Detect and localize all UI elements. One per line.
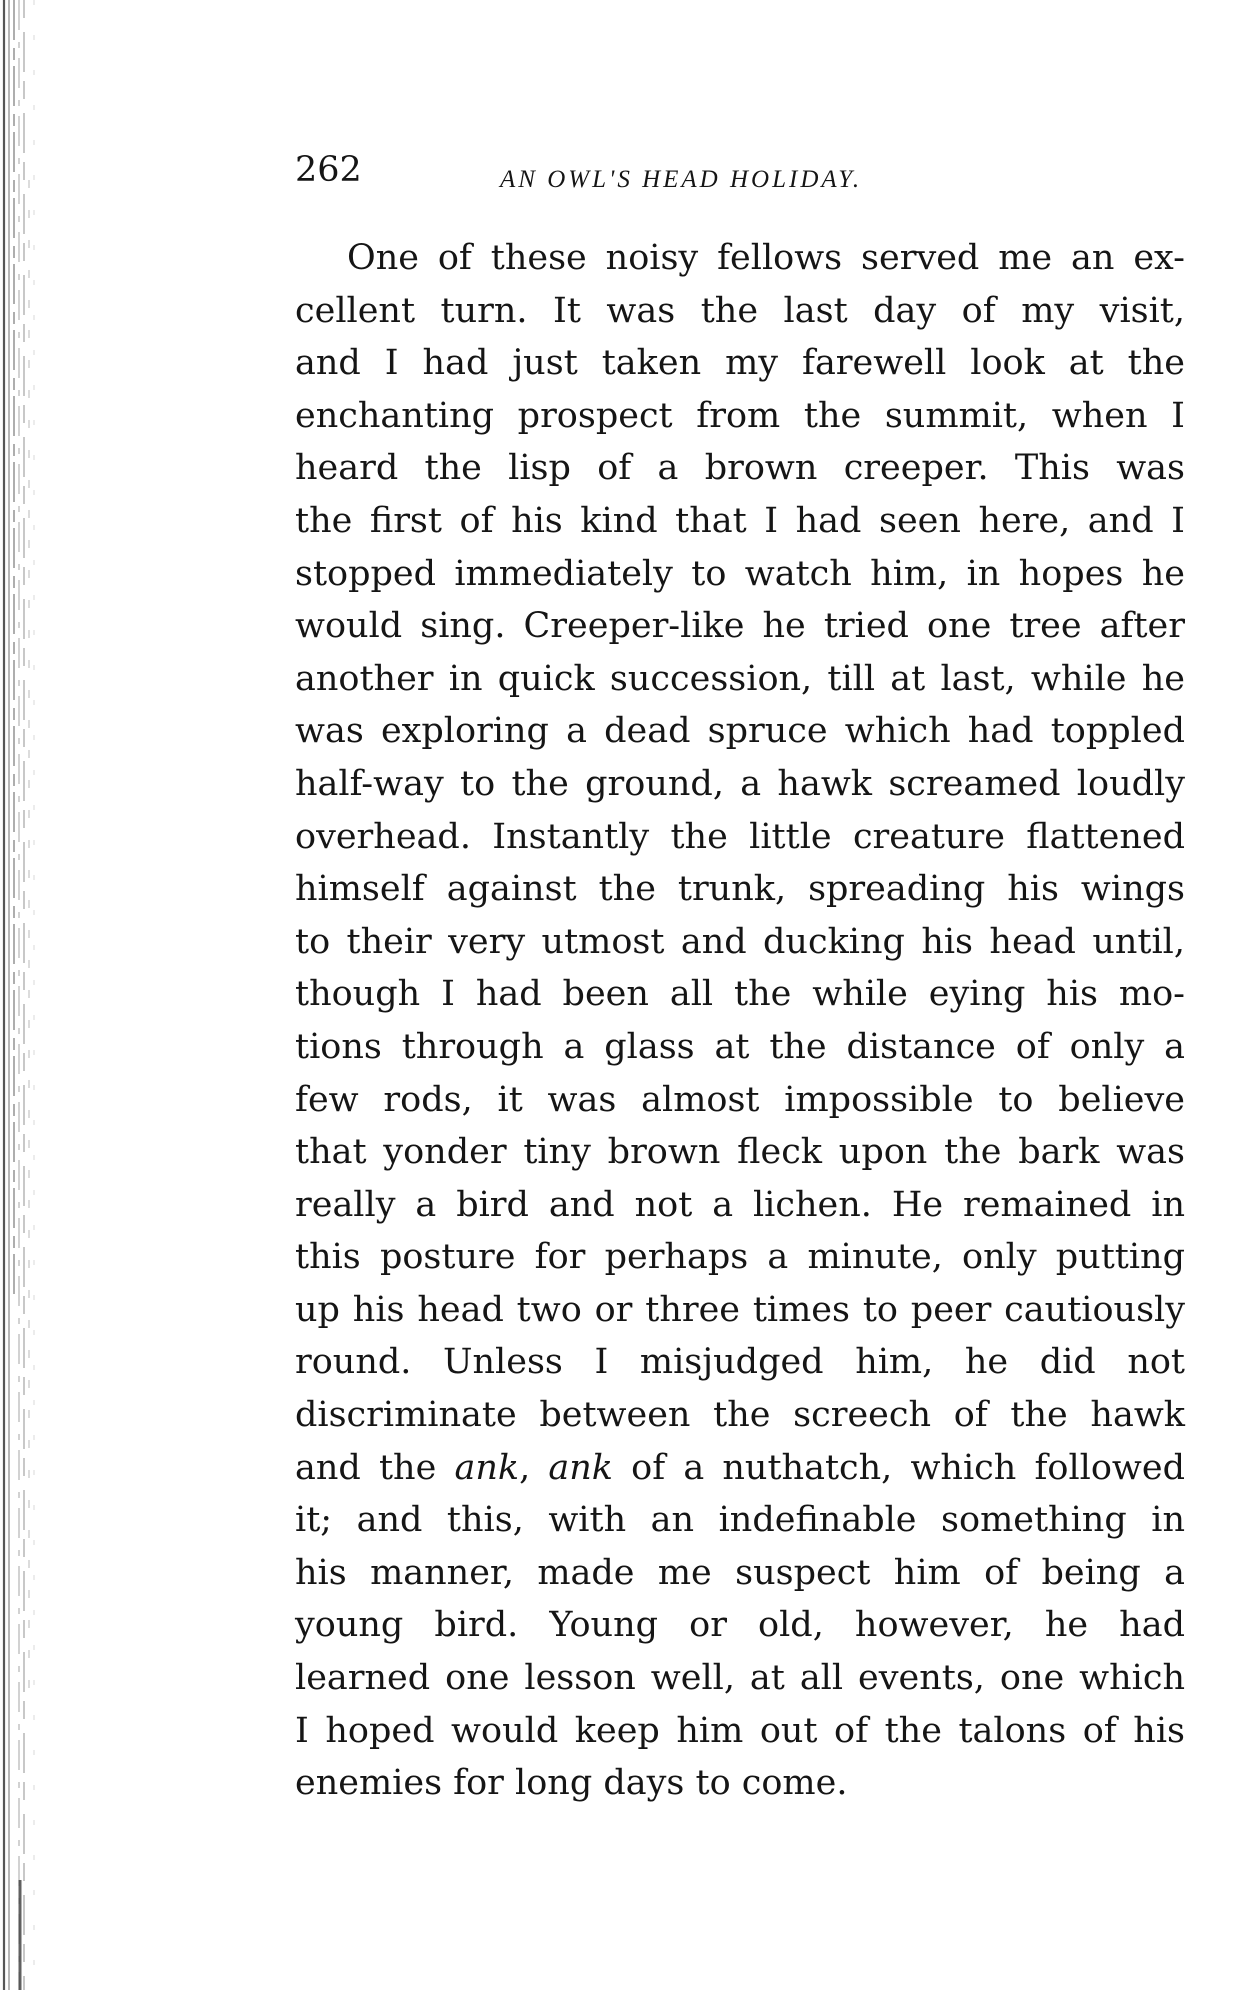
text-line: though I had been all the while eying his mo-: [295, 974, 1185, 1015]
text-line: learned one lesson well, at all events, one which: [295, 1658, 1185, 1699]
text-line: enchanting prospect from the summit, when I: [295, 395, 1185, 436]
text-line: that yonder tiny brown fleck upon the bark was: [295, 1132, 1185, 1173]
text-line-with-italics: [295, 1442, 1185, 1495]
text-line: few rods, it was almost impossible to believe: [295, 1079, 1185, 1120]
text-line: to their very utmost and ducking his head until,: [295, 921, 1185, 962]
text-line: round. Unless I misjudged him, he did not: [295, 1342, 1185, 1383]
body-paragraph: [295, 232, 1185, 1810]
text-line: half-way to the ground, a hawk screamed loudly: [295, 763, 1185, 804]
text-line: tions through a glass at the distance of only a: [295, 1026, 1185, 1067]
page-gutter-shadow: [0, 0, 48, 1990]
text-line: enemies for long days to come.: [295, 1763, 848, 1804]
text-line: and I had just taken my farewell look at the: [295, 343, 1185, 384]
text-run: and the: [295, 1447, 455, 1488]
text-line: another in quick succession, till at last, while he: [295, 658, 1185, 699]
text-line: the first of his kind that I had seen here, and I: [295, 500, 1185, 541]
italic-word: ank: [548, 1447, 614, 1488]
text-line: up his head two or three times to peer cautiously: [295, 1289, 1185, 1330]
text-line: his manner, made me suspect him of being a: [295, 1552, 1185, 1593]
text-line: it; and this, with an indefinable something in: [295, 1500, 1185, 1541]
running-head-title: AN OWL'S HEAD HOLIDAY.: [500, 166, 863, 193]
text-run: of a nuthatch, which followed: [613, 1447, 1186, 1488]
italic-word: ank: [454, 1447, 520, 1488]
text-line: was exploring a dead spruce which had toppled: [295, 711, 1185, 752]
text-line: young bird. Young or old, however, he had: [295, 1605, 1185, 1646]
text-line: would sing. Creeper-like he tried one tree after: [295, 606, 1185, 647]
text-line: One of these noisy fellows served me an ex-: [347, 238, 1185, 278]
text-line: heard the lisp of a brown creeper. This was: [295, 448, 1185, 489]
running-header: [295, 150, 1185, 200]
text-run: ,: [519, 1447, 549, 1488]
text-line: really a bird and not a lichen. He remained in: [295, 1184, 1185, 1225]
text-line: stopped immediately to watch him, in hopes he: [295, 553, 1185, 594]
text-line: himself against the trunk, spreading his wings: [295, 869, 1185, 910]
text-line: overhead. Instantly the little creature flattened: [295, 816, 1185, 857]
text-line: cellent turn. It was the last day of my visit,: [295, 290, 1185, 331]
text-line: I hoped would keep him out of the talons of his: [295, 1710, 1185, 1751]
text-line: discriminate between the screech of the hawk: [295, 1395, 1185, 1436]
page-number: 262: [295, 150, 362, 190]
text-line: this posture for perhaps a minute, only putting: [295, 1237, 1185, 1278]
